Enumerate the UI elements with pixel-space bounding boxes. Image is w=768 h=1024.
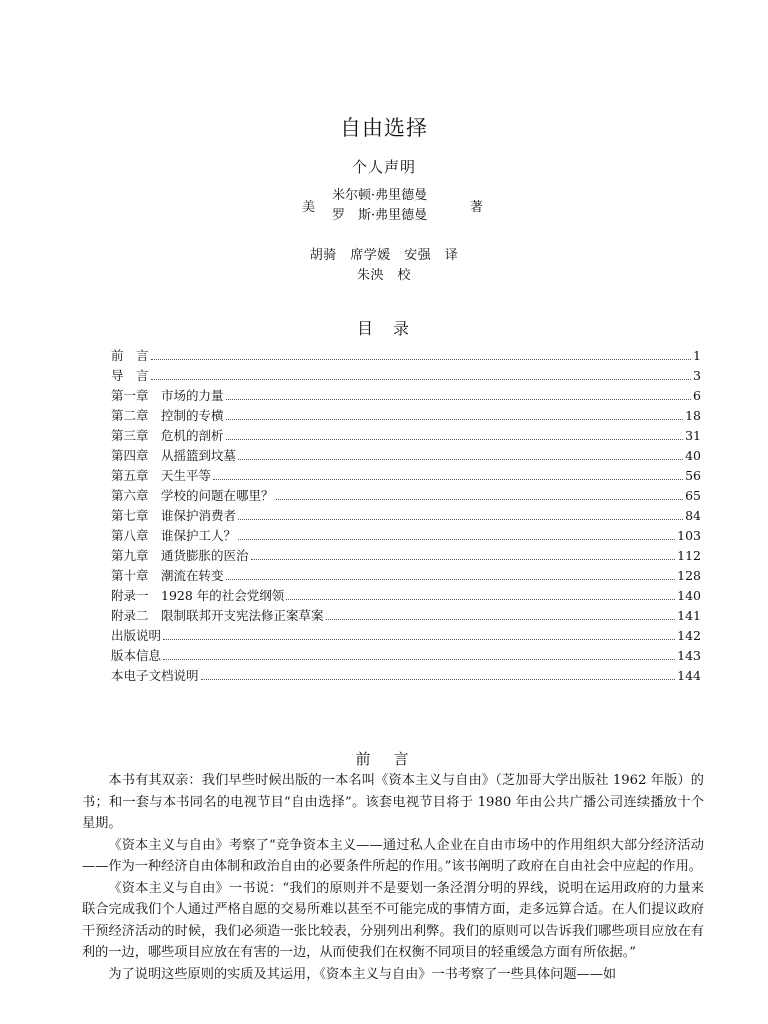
toc-entry[interactable] xyxy=(111,546,701,566)
preface-paragraph: 《资本主义与自由》考察了“竞争资本主义——通过私人企业在自由市场中的作用组织大部分经济活动——作为一种经济自由体制和政治自由的必要条件所起的作用。”该书阐明了政府在自由社会中应起的作用。 xyxy=(82,837,704,874)
toc-leader-dots xyxy=(151,366,692,380)
toc-leader-dots xyxy=(238,526,675,540)
toc-entry-page: 103 xyxy=(677,528,701,543)
preface-paragraph: 《资本主义与自由》一书说：“我们的原则并不是要划一条泾渭分明的界线，说明在运用政府的力量来联合完成我们个人通过严格自愿的交易所难以甚至不可能完成的事情方面，走多远算合适。在人们提议政府干预经济活动的时候，我们必须造一张比较表，分别列出利弊。我们的原则可以告诉我们哪些项目应放在有利的一边，哪些项目应放在有害的一边，从而使我们在权衡不同项目的轻重缓急方面有所依据。” xyxy=(82,880,704,960)
book-subtitle: 个人声明 xyxy=(351,158,416,176)
toc-leader-dots xyxy=(201,666,676,680)
toc-leader-dots xyxy=(213,466,683,480)
toc-entry-page: 3 xyxy=(693,368,701,383)
toc-entry-label: 附录一 1928 年的社会党纲领 xyxy=(111,588,285,603)
preface-body xyxy=(82,770,704,985)
toc-entry-label: 前 言 xyxy=(111,348,149,363)
toc-entry-label: 版本信息 xyxy=(111,648,162,663)
toc-entry-label: 第七章 谁保护消费者 xyxy=(111,508,237,523)
toc-entry-page: 128 xyxy=(677,568,701,583)
toc-entry-label: 第六章 学校的问题在哪里？ xyxy=(111,488,274,503)
toc-leader-dots xyxy=(286,586,675,600)
toc-entry-label: 第九章 通货膨胀的医治 xyxy=(111,548,249,563)
toc-leader-dots xyxy=(163,626,675,640)
toc-entry-page: 140 xyxy=(677,588,701,603)
preface-paragraph: 为了说明这些原则的实质及其运用，《资本主义与自由》一书考察了一些具体问题——如 xyxy=(108,966,617,982)
toc-entry-page: 144 xyxy=(677,668,701,683)
toc-entry[interactable] xyxy=(111,646,701,666)
toc-entry-label: 第十章 潮流在转变 xyxy=(111,568,224,583)
toc-leader-dots xyxy=(226,426,684,440)
toc-entry-page: 141 xyxy=(677,608,701,623)
author-name: 罗 斯·弗里德曼 xyxy=(332,208,428,223)
toc-entry-label: 导 言 xyxy=(111,368,149,383)
toc-entry[interactable] xyxy=(111,586,701,606)
toc-entry-page: 1 xyxy=(693,348,701,363)
toc-entry[interactable] xyxy=(111,346,701,366)
toc-entry-page: 112 xyxy=(677,548,701,563)
toc-entry-page: 31 xyxy=(685,428,701,443)
toc-entry-page: 6 xyxy=(693,388,701,403)
toc-leader-dots xyxy=(238,446,683,460)
toc-leader-dots xyxy=(163,646,675,660)
toc-entry[interactable] xyxy=(111,406,701,426)
toc-entry-label: 第二章 控制的专横 xyxy=(111,408,224,423)
toc-entry-page: 18 xyxy=(685,408,701,423)
toc-entry[interactable] xyxy=(111,386,701,406)
credits xyxy=(0,246,768,286)
toc-entry-label: 附录二 限制联邦开支宪法修正案草案 xyxy=(111,608,324,623)
toc-entry[interactable] xyxy=(111,486,701,506)
toc-heading: 目 录 xyxy=(356,319,411,338)
toc-entry-label: 第一章 市场的力量 xyxy=(111,388,224,403)
preface-paragraph: 本书有其双亲：我们早些时候出版的一本名叫《资本主义与自由》（芝加哥大学出版社 1962 年版）的书；和一套与本书同名的电视节目“自由选择”。该套电视节目将于 1980 年由公共广播公司连续播放十个星期。 xyxy=(82,773,704,831)
toc-leader-dots xyxy=(226,566,676,580)
toc-entry[interactable] xyxy=(111,566,701,586)
toc-entry-page: 65 xyxy=(685,488,701,503)
toc-leader-dots xyxy=(276,486,684,500)
toc-leader-dots xyxy=(226,406,684,420)
toc-entry-label: 第五章 天生平等 xyxy=(111,468,212,483)
toc-entry[interactable] xyxy=(111,426,701,446)
toc-entry-page: 142 xyxy=(677,628,701,643)
toc-entry[interactable] xyxy=(111,666,701,686)
author-role: 著 xyxy=(470,200,484,215)
author-name: 米尔顿·弗里德曼 xyxy=(332,188,428,203)
toc-entry[interactable] xyxy=(111,626,701,646)
toc-leader-dots xyxy=(151,346,692,360)
toc-entry-label: 第四章 从摇篮到坟墓 xyxy=(111,448,237,463)
toc-entry-page: 84 xyxy=(685,508,701,523)
toc-entry[interactable] xyxy=(111,606,701,626)
toc-entry-label: 本电子文档说明 xyxy=(111,668,199,683)
toc-entry[interactable] xyxy=(111,446,701,466)
toc-entry-label: 第三章 危机的剖析 xyxy=(111,428,224,443)
author-names xyxy=(332,186,427,226)
toc-entry-page: 40 xyxy=(685,448,701,463)
author-country: 美 xyxy=(302,200,316,215)
toc-entry[interactable] xyxy=(111,466,701,486)
toc-leader-dots xyxy=(326,606,676,620)
translators: 胡骑 席学媛 安强 译 xyxy=(309,248,459,263)
toc-leader-dots xyxy=(238,506,683,520)
book-title: 自由选择 xyxy=(340,116,428,140)
toc-entry[interactable] xyxy=(111,526,701,546)
toc-entry[interactable] xyxy=(111,366,701,386)
toc-entry-label: 出版说明 xyxy=(111,628,162,643)
preface-heading: 前 言 xyxy=(355,750,413,768)
toc-entry-page: 56 xyxy=(685,468,701,483)
author-block xyxy=(296,186,496,226)
toc-leader-dots xyxy=(251,546,676,560)
table-of-contents xyxy=(111,346,701,686)
proofreader: 朱泱 校 xyxy=(356,268,411,283)
toc-entry-label: 第八章 谁保护工人？ xyxy=(111,528,237,543)
toc-entry[interactable] xyxy=(111,506,701,526)
toc-entry-page: 143 xyxy=(677,648,701,663)
toc-leader-dots xyxy=(226,386,692,400)
